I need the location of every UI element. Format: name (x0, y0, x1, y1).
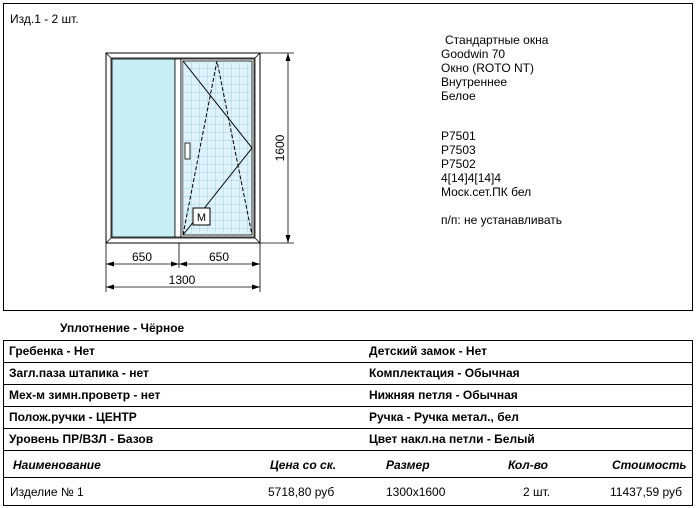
feature-cell: Уровень ПР/ВЗЛ - Базов (9, 432, 154, 446)
feature-cell: Комплектация - Обычная (369, 366, 520, 380)
width-left-dimension: 650 (131, 250, 153, 264)
feature-cell: Мех-м зимн.проветр - нет (9, 388, 161, 402)
price-header-total: Стоимость (612, 458, 687, 472)
spec-line: Внутреннее (441, 75, 508, 89)
item-title: Изд.1 - 2 шт. (10, 12, 79, 26)
height-dimension: 1600 (273, 134, 287, 162)
fixed-glass-pane (112, 59, 175, 237)
spec-note: п/п: не устанавливать (441, 213, 563, 227)
price-header-size: Размер (386, 458, 430, 472)
spec-line: 4[14]4[14]4 (441, 171, 502, 185)
spec-line: P7502 (441, 157, 476, 171)
price-cell-name: Изделие № 1 (10, 485, 84, 499)
spec-line: Стандартные окна (445, 33, 549, 47)
width-total-dimension: 1300 (168, 273, 196, 287)
price-cell-qty: 2 шт. (523, 485, 551, 499)
spec-line: Белое (441, 89, 476, 103)
spec-line: P7501 (441, 129, 476, 143)
spec-line: Goodwin 70 (441, 47, 506, 61)
price-cell-size: 1300x1600 (386, 485, 446, 499)
feature-cell: Детский замок - Нет (369, 344, 487, 358)
price-cell-price: 5718,80 руб (268, 485, 335, 499)
price-header-name: Наименование (13, 458, 101, 472)
spec-line: Окно (ROTO NT) (441, 61, 534, 75)
price-header-qty: Кол-во (508, 458, 548, 472)
spec-block-2 (441, 129, 531, 199)
feature-cell: Нижняя петля - Обычная (369, 388, 518, 402)
feature-cell: Ручка - Ручка метал., бел (369, 410, 519, 424)
seal-label: Уплотнение - Чёрное (60, 321, 185, 335)
price-header-price: Цена со ск. (270, 458, 337, 472)
feature-cell: Гребенка - Нет (9, 344, 95, 358)
spec-line: Моск.сет.ПК бел (441, 185, 532, 199)
width-right-dimension: 650 (208, 250, 230, 264)
feature-cell: Загл.паза штапика - нет (9, 366, 149, 380)
price-cell-total: 11437,59 руб (610, 485, 683, 499)
handle-icon (185, 143, 190, 159)
mullion (175, 59, 181, 237)
feature-cell: Цвет накл.на петли - Белый (369, 432, 535, 446)
svg-text:М: М (196, 212, 207, 224)
spec-line: P7503 (441, 143, 476, 157)
spec-block-1 (441, 33, 548, 103)
feature-cell: Полож.ручки - ЦЕНТР (9, 410, 137, 424)
